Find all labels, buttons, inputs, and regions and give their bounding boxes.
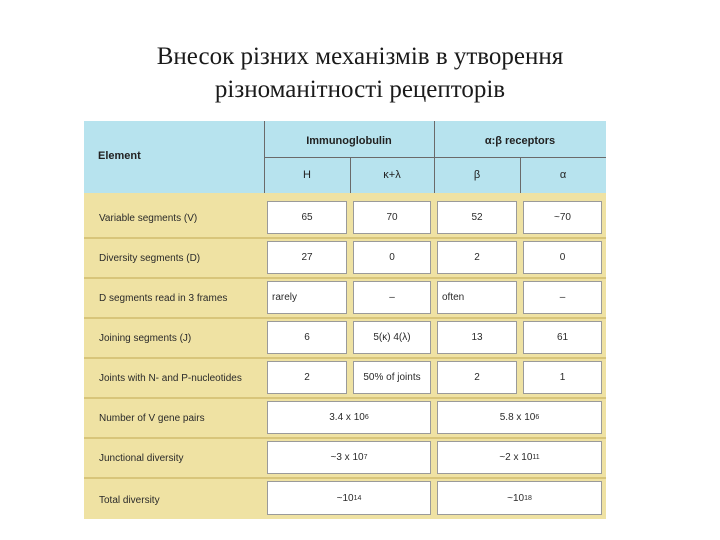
header-horizontal-rule (264, 157, 606, 158)
cell-immunoglobulin-merged (267, 481, 431, 515)
cell-h: rarely (267, 281, 347, 314)
row-divider (84, 357, 606, 359)
cell-beta: 13 (437, 321, 517, 354)
row-divider (84, 477, 606, 479)
value-exponent: 18 (524, 494, 532, 502)
header-immunoglobulin: Immunoglobulin (306, 135, 392, 147)
value-exponent: 7 (363, 454, 368, 461)
row-divider (84, 317, 606, 319)
cell-ab-receptors-merged (437, 441, 602, 474)
value-base: ~10 (507, 492, 525, 504)
cell-alpha: ~70 (523, 201, 602, 234)
cell-kl: 50% of joints (353, 361, 431, 394)
row-divider (84, 237, 606, 239)
cell-h: 27 (267, 241, 347, 274)
row-label-v-gene-pairs: Number of V gene pairs (99, 413, 205, 424)
cell-h: 6 (267, 321, 347, 354)
cell-beta: 52 (437, 201, 517, 234)
value-exponent: 14 (353, 494, 362, 502)
row-label-joints-nucleotides: Joints with N- and P-nucleotides (99, 373, 242, 384)
cell-kl: 5(κ) 4(λ) (353, 321, 431, 354)
value-base: ~3 x 10 (330, 452, 364, 463)
header-col-beta: β (473, 169, 481, 181)
value-base: ~2 x 10 (499, 452, 533, 463)
value-base: 5.8 x 10 (499, 412, 536, 423)
cell-h: 2 (267, 361, 347, 394)
row-divider (84, 277, 606, 279)
row-label-joining-segments: Joining segments (J) (99, 333, 192, 344)
cell-alpha: 0 (523, 241, 602, 274)
row-label-d-segments-frames: D segments read in 3 frames (99, 293, 228, 304)
slide-title-line1: Внесок різних механізмів в утворення (156, 43, 564, 70)
cell-alpha: 61 (523, 321, 602, 354)
header-col-alpha: α (559, 169, 567, 181)
cell-beta: 2 (437, 361, 517, 394)
value-exponent: 11 (532, 454, 540, 461)
header-element: Element (98, 150, 141, 162)
row-divider (84, 437, 606, 439)
slide-title-line2: різноманітності рецепторів (214, 76, 506, 103)
value-exponent: 6 (535, 414, 540, 421)
cell-kl: – (353, 281, 431, 314)
cell-beta: 2 (437, 241, 517, 274)
cell-beta: often (437, 281, 517, 314)
slide-title (0, 40, 720, 106)
row-label-total-diversity: Total diversity (99, 495, 160, 506)
value-exponent: 6 (364, 414, 369, 421)
cell-immunoglobulin-merged (267, 401, 431, 434)
cell-immunoglobulin-merged (267, 441, 431, 474)
header-col-kl: κ+λ (383, 169, 401, 181)
cell-h: 65 (267, 201, 347, 234)
cell-ab-receptors-merged (437, 481, 602, 515)
row-label-junctional-diversity: Junctional diversity (99, 453, 184, 464)
cell-ab-receptors-merged (437, 401, 602, 434)
header-ab-receptors: α:β receptors (484, 135, 556, 147)
row-divider (84, 397, 606, 399)
cell-kl: 70 (353, 201, 431, 234)
value-base: 3.4 x 10 (329, 412, 365, 423)
cell-alpha: 1 (523, 361, 602, 394)
cell-alpha: – (523, 281, 602, 314)
row-label-variable-segments: Variable segments (V) (99, 213, 198, 224)
header-col-h: H (303, 169, 311, 181)
row-label-diversity-segments: Diversity segments (D) (99, 253, 201, 264)
diversity-table (84, 121, 606, 519)
value-base: ~10 (336, 492, 354, 504)
cell-kl: 0 (353, 241, 431, 274)
table-header (84, 121, 606, 193)
